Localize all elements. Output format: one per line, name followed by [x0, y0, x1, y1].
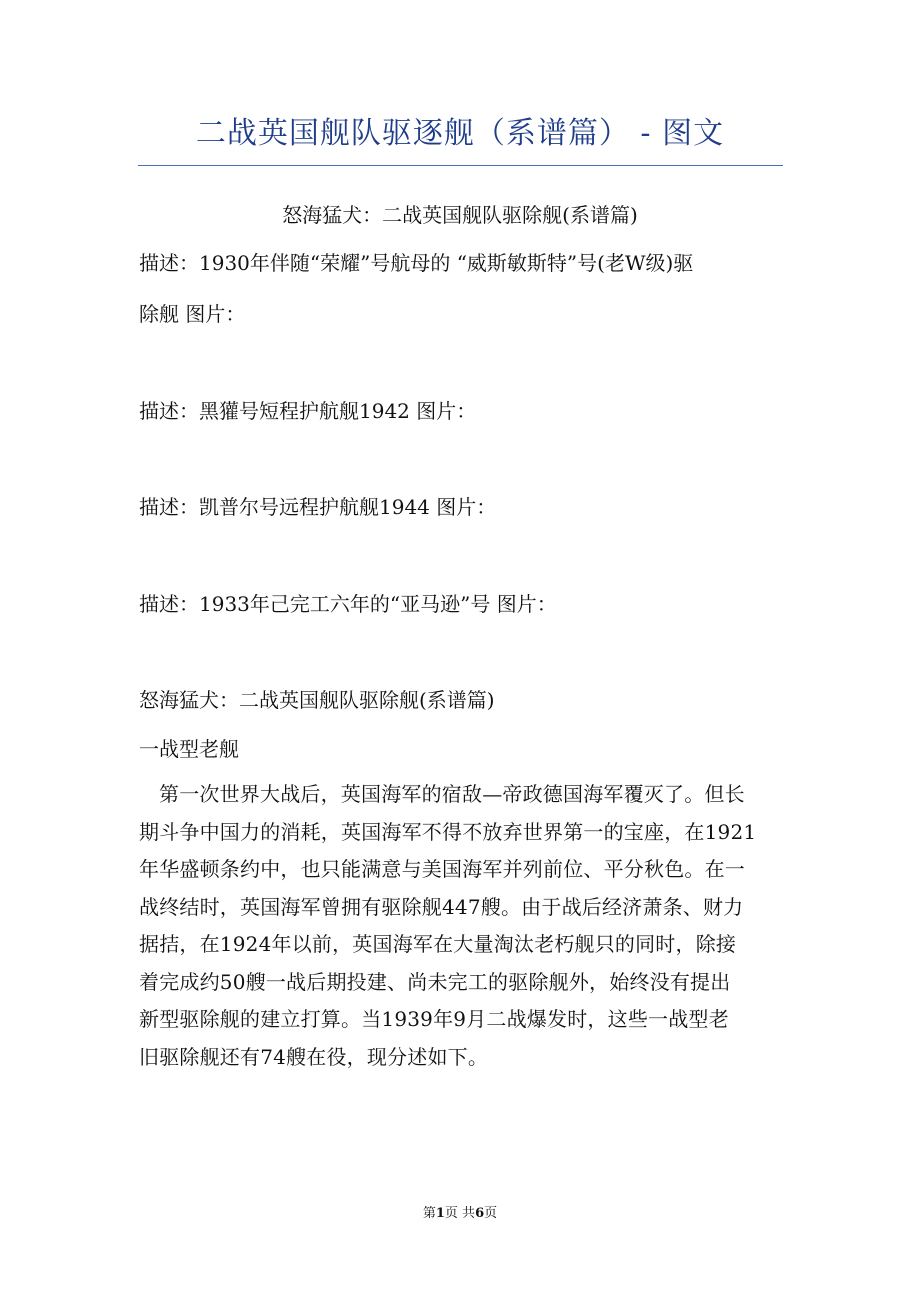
- body-line: 旧驱除舰还有74艘在役，现分述如下。: [139, 1044, 489, 1069]
- footer-suffix: 页: [484, 1206, 498, 1221]
- title-divider: [138, 165, 783, 166]
- footer-page-number: 1: [435, 1206, 445, 1221]
- subsection-heading: 一战型老舰: [139, 737, 239, 761]
- body-line: 着完成约50艘一战后期投建、尚未完工的驱除舰外，始终没有提出: [139, 969, 731, 994]
- page-footer: [0, 1204, 920, 1224]
- caption-line-3: 描述：黑獾号短程护航舰1942 图片：: [139, 399, 477, 423]
- footer-prefix: 第: [422, 1206, 436, 1221]
- article-subtitle: 怒海猛犬：二战英国舰队驱除舰(系谱篇): [282, 203, 638, 227]
- caption-line-5: 描述：1933年己完工六年的“亚马逊”号 图片：: [139, 592, 557, 616]
- footer-mid: 页 共: [444, 1206, 476, 1221]
- body-line: 期斗争中国力的消耗，英国海军不得不放弃世界第一的宝座，在1921: [139, 819, 757, 844]
- caption-line-4: 描述：凯普尔号远程护航舰1944 图片：: [139, 495, 497, 519]
- body-line: 战终结时，英国海军曾拥有驱除舰447艘。由于战后经济萧条、财力: [139, 894, 744, 919]
- section-heading: 怒海猛犬：二战英国舰队驱除舰(系谱篇): [139, 688, 495, 712]
- body-line: 新型驱除舰的建立打算。当1939年9月二战爆发时，这些一战型老: [139, 1007, 729, 1031]
- body-line: 年华盛顿条约中，也只能满意与美国海军并列前位、平分秋色。在一: [139, 857, 745, 881]
- caption-line-1: 描述：1930年伴随“荣耀”号航母的 “威斯敏斯特”号(老W级)驱: [139, 251, 694, 275]
- body-line: 据拮，在1924年以前，英国海军在大量淘汰老朽舰只的同时，除接: [139, 932, 737, 956]
- footer-page-total: 6: [475, 1206, 485, 1221]
- page-title: 二战英国舰队驱逐舰（系谱篇） - 图文: [195, 116, 725, 151]
- body-paragraph: [139, 776, 785, 1076]
- body-line: 第一次世界大战后，英国海军的宿敌—帝政德国海军覆灭了。但长: [159, 782, 745, 806]
- caption-line-2: 除舰 图片：: [139, 302, 246, 326]
